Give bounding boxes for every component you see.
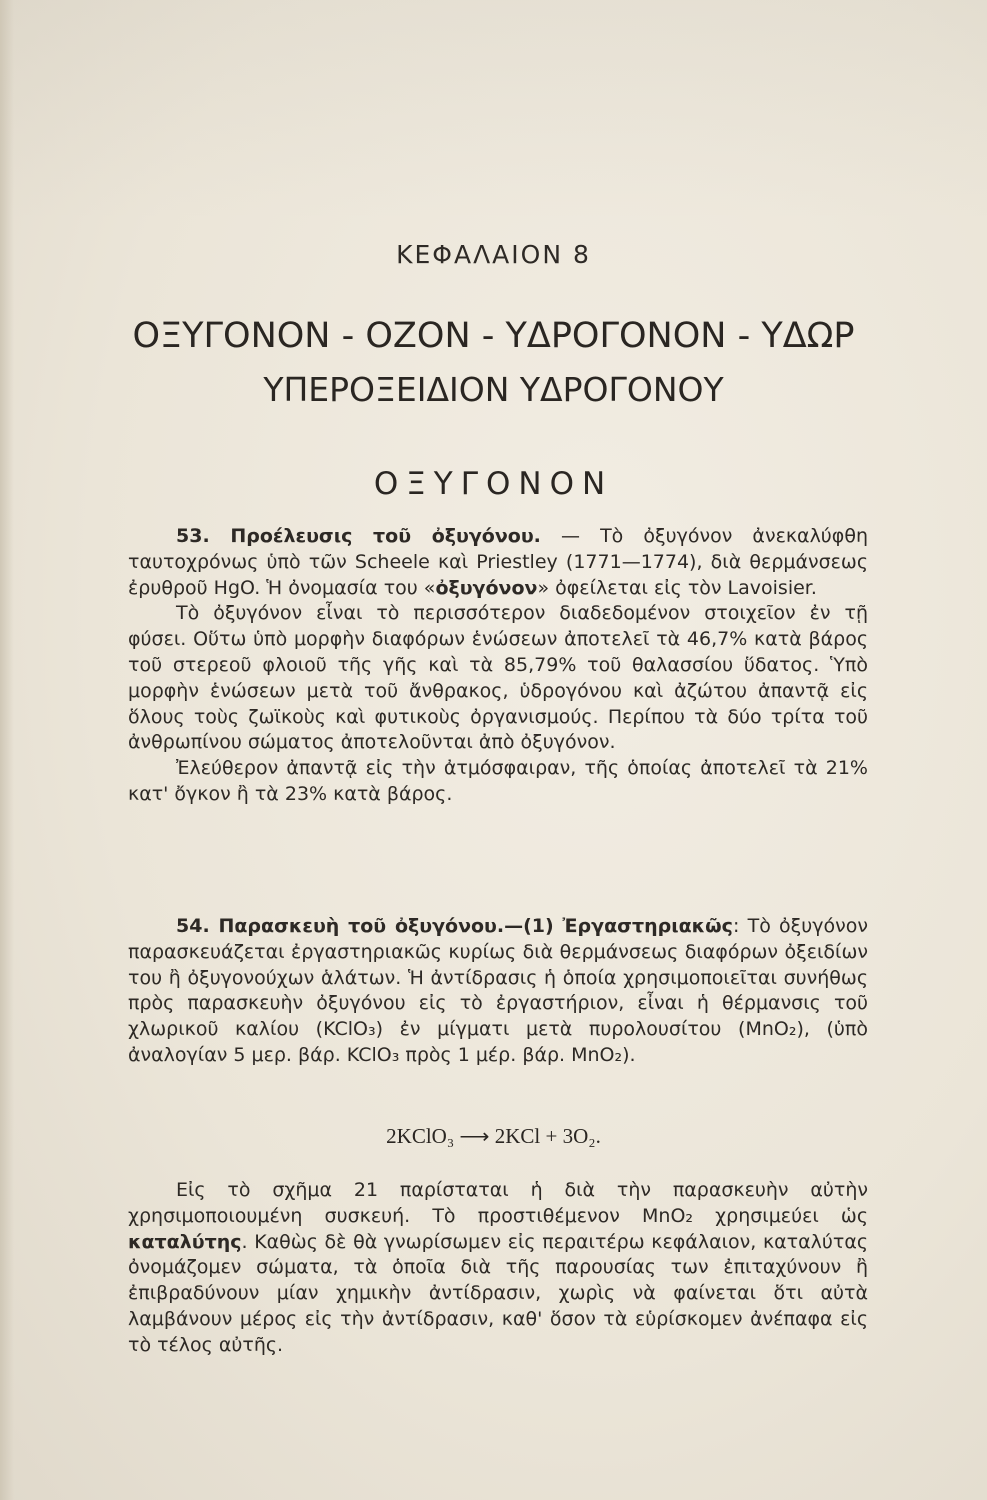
paragraph-figure-bold-word: καταλύτης	[128, 1230, 242, 1253]
chapter-title-line-2: ΥΠΕΡΟΞΕΙΔΙΟΝ ΥΔΡΟΓΟΝΟΥ	[263, 370, 724, 409]
paragraph-figure-text-b: . Καθὼς δὲ θὰ γνωρίσωμεν εἰς περαιτέρω κεφάλαιον, καταλύτας ὀνομάζομεν σώματα, τὰ ὁποῖα διὰ τῆς παρουσίας των ἐπιταχύνουν ἢ ἐπιβραδύνουν μίαν χημικὴν ἀντίδρασιν, χωρὶς νὰ φαίνεται ὅτι αὐτὰ λαμβάνουν μέρος εἰς τὴν ἀντίδρασιν, καθ' ὅσον τὰ εὑρίσκομεν ἀνέπαφα εἰς τὸ τέλος αὐτῆς.	[128, 1230, 868, 1356]
text-block-catalyst	[128, 1178, 868, 1359]
paragraph-53-text-a: — Τὸ ὀξυγόνον ἀνεκαλύφθη ταυτοχρόνως ὑπὸ τῶν Scheele καὶ Priestley (1771—1774), διὰ θερμάνσεως ἐρυθροῦ HgO. Ἡ ὀνομασία του «	[128, 525, 869, 599]
paragraph-figure-text-a: Εἰς τὸ σχῆμα 21 παρίσταται ἡ διὰ τὴν παρασκευὴν αὐτὴν χρησιμοποιουμένη συσκευή. Τὸ προστιθέμενον MnO₂ χρησιμεύει ὡς	[128, 1179, 868, 1227]
paragraph-54-subheading: —(1) Ἐργαστηριακῶς	[504, 915, 733, 937]
text-block-origin	[128, 524, 868, 808]
show-through-shadow	[0, 0, 987, 220]
paragraph-distribution: Τὸ ὀξυγόνον εἶναι τὸ περισσότερον διαδεδομένον στοιχεῖον ἐν τῇ φύσει. Οὕτω ὑπὸ μορφὴν διαφόρων ἑνώσεων ἀποτελεῖ τὰ 46,7% κατὰ βάρος τοῦ στερεοῦ φλοιοῦ τῆς γῆς καὶ τὰ 85,79% τοῦ θαλασσίου ὕδατος. Ὑπὸ μορφὴν ἑνώσεων μετὰ τοῦ ἄνθρακος, ὑδρογόνου καὶ ἀζώτου ἀπαντᾷ εἰς ὅλους τοὺς ζωϊκοὺς καὶ φυτικοὺς ὀργανισμούς. Περίπου τὰ δύο τρίτα τοῦ ἀνθρωπίνου σώματος ἀποτελοῦνται ἀπὸ ὀξυγόνον.	[128, 602, 868, 754]
text-block-preparation	[128, 914, 868, 1069]
paragraph-53-text-b: » ὀφείλεται εἰς τὸν Lavoisier.	[537, 576, 817, 599]
paragraph-53	[128, 524, 868, 601]
paragraph-53-heading: 53. Προέλευσις τοῦ ὀξυγόνου.	[176, 525, 541, 547]
paragraph-air: Ἐλεύθερον ἀπαντᾷ εἰς τὴν ἀτμόσφαιραν, τῆς ὁποίας ἀποτελεῖ τὰ 21% κατ' ὄγκον ἢ τὰ 23% κατὰ βάρος.	[128, 757, 868, 805]
section-heading: ΟΞΥΓΟΝΟΝ	[373, 466, 614, 502]
paragraph-53-bold-word: ὀξυγόνον	[435, 576, 538, 599]
paragraph-54	[128, 914, 868, 1069]
spine-shadow	[0, 0, 14, 1500]
paragraph-figure	[128, 1178, 868, 1359]
chapter-title-line-1: ΟΞΥΓΟΝΟΝ - ΟΖΟΝ - ΥΔΡΟΓΟΝΟΝ - ΥΔΩΡ	[132, 316, 855, 356]
paragraph-54-text: : Τὸ ὀξυγόνον παρασκευάζεται ἐργαστηριακῶς κυρίως διὰ θερμάνσεως διαφόρων ὀξειδίων του ἢ ὀξυγονούχων ἁλάτων. Ἡ ἀντίδρασις ἡ ὁποία χρησιμοποιεῖται συνήθως πρὸς παρασκευὴν ὀξυγόνου εἰς τὸ ἐργαστήριον, εἶναι ἡ θέρμανσις τοῦ χλωρικοῦ καλίου (KClO₃) ἐν μίγματι μετὰ πυρολουσίτου (MnO₂), (ὑπὸ ἀναλογίαν 5 μερ. βάρ. KClO₃ πρὸς 1 μέρ. βάρ. MnO₂).	[128, 915, 868, 1066]
chemical-equation: 2KClO₃ ⟶ 2KCl + 3O₂.	[386, 1124, 601, 1148]
chapter-number: ΚΕΦΑΛΑΙΟΝ 8	[396, 240, 591, 269]
paragraph-54-heading: 54. Παρασκευὴ τοῦ ὀξυγόνου.	[176, 915, 505, 937]
